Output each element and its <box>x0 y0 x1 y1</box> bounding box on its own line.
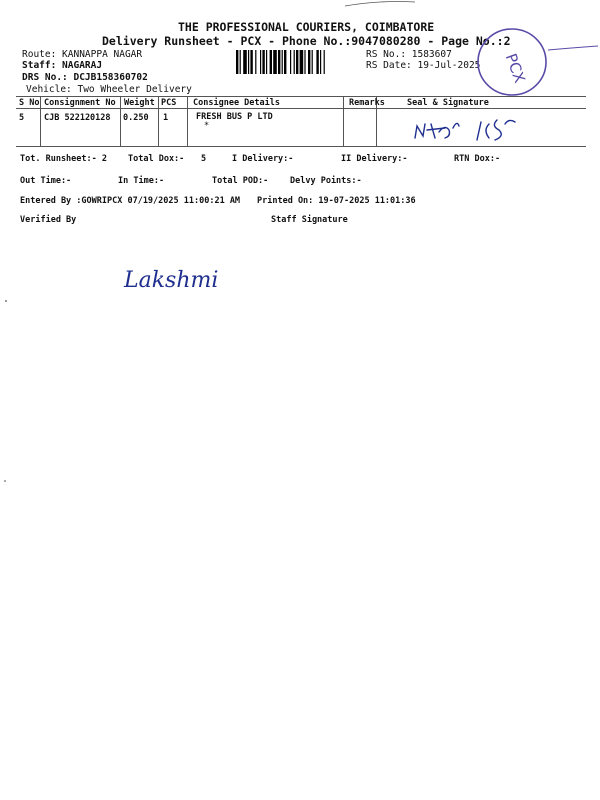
total-dox-value: 5 <box>201 154 207 164</box>
staff-label: Staff: NAGARAJ <box>22 60 103 71</box>
header-sno: S No <box>19 98 40 108</box>
handwritten-name: Lakshmi <box>124 268 219 293</box>
staff-signature-label: Staff Signature <box>271 215 348 225</box>
table-top-border <box>16 96 586 97</box>
out-time: Out Time:- <box>20 176 72 186</box>
barcode-image <box>236 50 358 74</box>
header-remarks: Remarks <box>349 98 385 108</box>
total-runsheet: Tot. Runsheet:- 2 <box>20 154 107 164</box>
scan-speck <box>4 480 6 482</box>
table-bottom-border <box>16 146 586 147</box>
table-header-border <box>16 108 586 109</box>
i-delivery: I Delivery:- <box>232 154 294 164</box>
cell-consignment: CJB 522120128 <box>44 113 111 123</box>
col-divider <box>158 96 159 146</box>
header-pcs: PCS <box>161 98 177 108</box>
drs-number: DRS No.: DCJB158360702 <box>22 72 148 83</box>
printed-on: Printed On: 19-07-2025 11:01:36 <box>257 196 416 206</box>
verified-by: Verified By <box>20 215 77 225</box>
handwritten-signature <box>405 110 535 146</box>
total-pod: Total POD:- <box>212 176 269 186</box>
header-weight: Weight <box>124 98 155 108</box>
header-consignment: Consignment No <box>44 98 116 108</box>
col-divider <box>187 96 188 146</box>
col-divider <box>120 96 121 146</box>
in-time: In Time:- <box>118 176 165 186</box>
header-seal-signature: Seal & Signature <box>407 98 489 108</box>
col-divider <box>343 96 344 146</box>
pcx-stamp <box>470 22 600 100</box>
col-divider <box>40 96 41 146</box>
cell-consignee: FRESH BUS P LTD <box>196 112 273 122</box>
rs-number: RS No.: 1583607 <box>366 49 452 60</box>
total-dox-label: Total Dox:- <box>128 154 185 164</box>
entered-by: Entered By :GOWRIPCX 07/19/2025 11:00:21 AM <box>20 196 241 206</box>
runsheet-subtitle: Delivery Runsheet - PCX - Phone No.:9047080280 - Page No.:2 <box>102 34 511 48</box>
cell-weight: 0.250 <box>123 113 149 123</box>
scan-speck <box>5 300 7 302</box>
rs-date: RS Date: 19-Jul-2025 <box>366 60 481 71</box>
route-label: Route: KANNAPPA NAGAR <box>22 49 143 60</box>
rtn-dox: RTN Dox:- <box>454 154 501 164</box>
header-consignee: Consignee Details <box>193 98 280 108</box>
stamp-text: PCX <box>501 51 529 86</box>
delivery-points: Delvy Points:- <box>290 176 362 186</box>
ii-delivery: II Delivery:- <box>341 154 408 164</box>
vehicle-label: Vehicle: Two Wheeler Delivery <box>26 84 192 95</box>
cell-pcs: 1 <box>163 113 169 123</box>
company-title: THE PROFESSIONAL COURIERS, COIMBATORE <box>178 20 435 34</box>
stamp-mark-top <box>340 0 420 10</box>
cell-consignee-note: * <box>204 121 210 131</box>
cell-sno: 5 <box>19 113 25 123</box>
